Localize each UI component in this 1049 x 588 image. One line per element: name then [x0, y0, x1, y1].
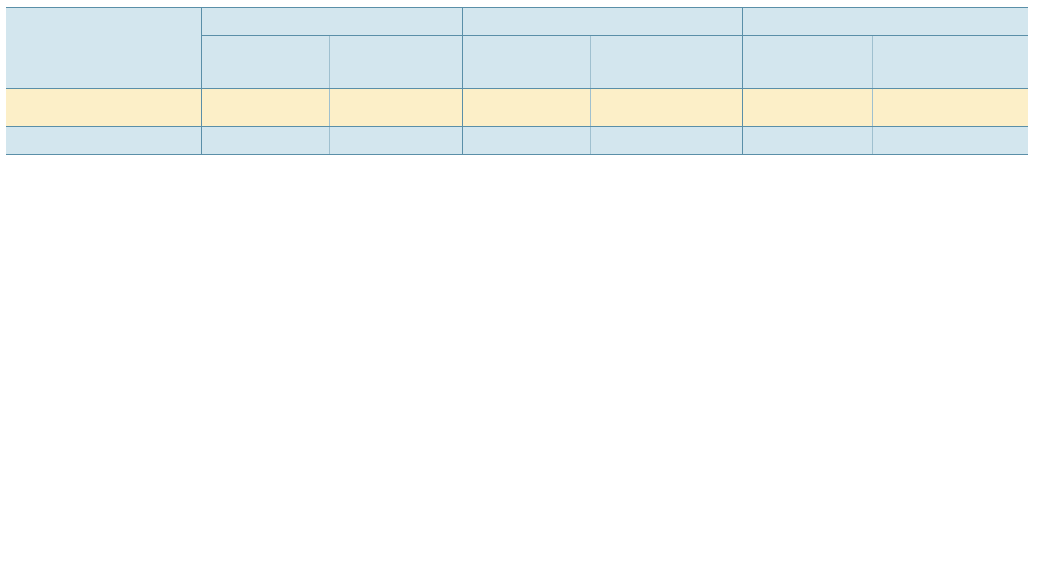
bottom-up-cell: [590, 126, 742, 154]
decade-header: [462, 8, 742, 36]
row-label: [6, 88, 201, 126]
top-down-header: [462, 36, 590, 65]
table-row: [6, 88, 1028, 126]
bottom-up-cell: [329, 126, 462, 154]
row-label: [6, 126, 201, 154]
bottom-up-cell: [590, 64, 742, 88]
bottom-up-cell: [590, 88, 742, 126]
methane-budget-table: [6, 7, 1028, 155]
table-row: [6, 64, 1028, 88]
bottom-up-cell: [872, 88, 1028, 126]
top-down-cell: [462, 88, 590, 126]
top-down-cell: [201, 64, 329, 88]
top-down-cell: [462, 126, 590, 154]
table-row: [6, 126, 1028, 154]
unit-header: [6, 8, 201, 65]
bottom-up-cell: [872, 64, 1028, 88]
bottom-up-header: [329, 36, 462, 65]
top-down-cell: [742, 64, 872, 88]
top-down-cell: [742, 88, 872, 126]
bottom-up-header: [590, 36, 742, 65]
bottom-up-header: [872, 36, 1028, 65]
top-down-header: [201, 36, 329, 65]
top-down-cell: [462, 64, 590, 88]
row-label: [6, 64, 201, 88]
top-down-cell: [742, 126, 872, 154]
top-down-cell: [201, 88, 329, 126]
bottom-up-cell: [872, 126, 1028, 154]
bottom-up-cell: [329, 88, 462, 126]
decade-header: [742, 8, 1028, 36]
decade-header: [201, 8, 462, 36]
top-down-header: [742, 36, 872, 65]
bottom-up-cell: [329, 64, 462, 88]
top-down-cell: [201, 126, 329, 154]
